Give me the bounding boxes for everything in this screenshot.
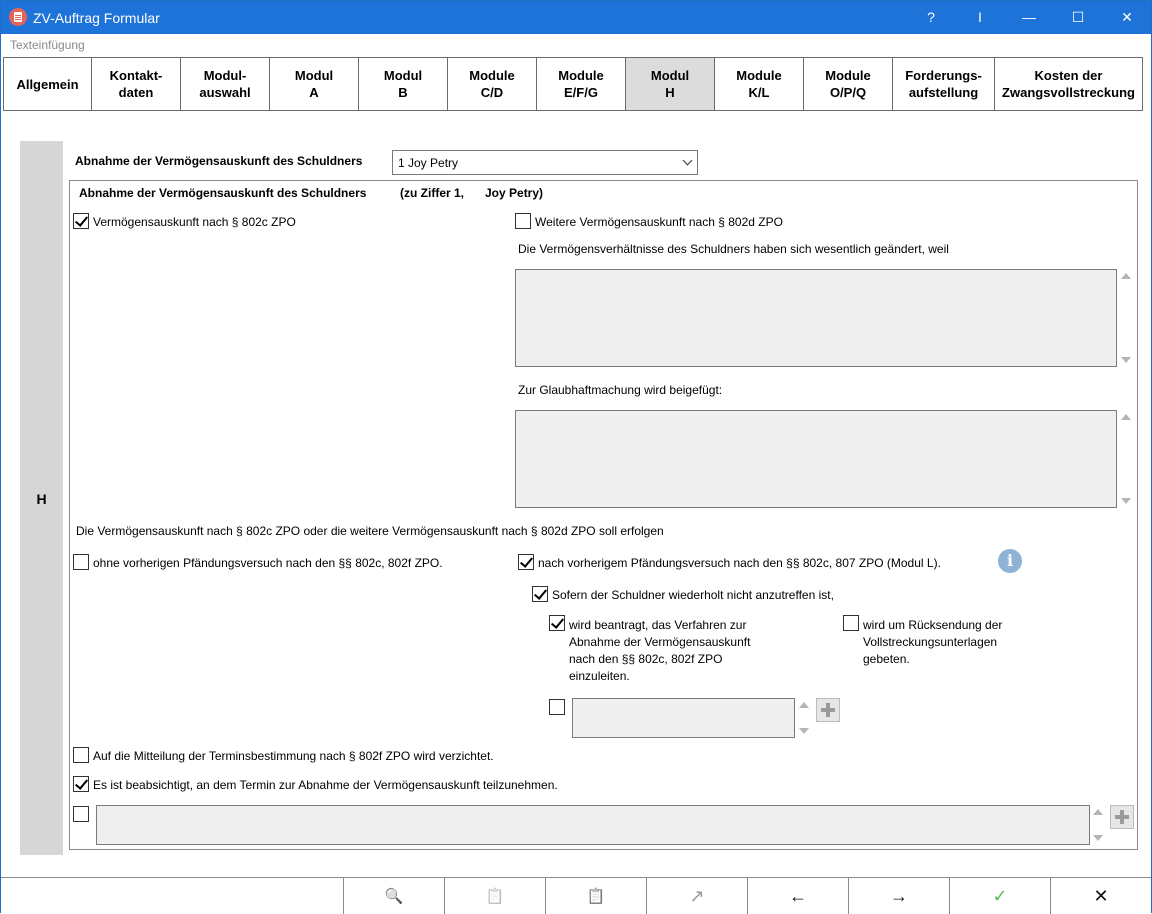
forward-button[interactable]: [848, 878, 949, 914]
scroll-down-icon[interactable]: [799, 728, 809, 734]
arrow-right-icon: →: [890, 885, 908, 906]
window-title: ZV-Auftrag Formular: [33, 10, 160, 26]
close-button[interactable]: ✕: [1121, 9, 1133, 25]
checkbox-custom-outer[interactable]: [73, 806, 89, 822]
tab-modul-b[interactable]: Modul B: [358, 57, 448, 111]
menu-text-insert[interactable]: Texteinfügung: [10, 38, 85, 52]
module-tabs: [3, 57, 1143, 111]
help-button[interactable]: ?: [927, 9, 935, 25]
scrollbar-custom-inner[interactable]: [797, 698, 811, 738]
tab-module-opq[interactable]: Module O/P/Q: [803, 57, 893, 111]
tab-allgemein[interactable]: Allgemein: [3, 57, 92, 111]
arrow-left-icon: ←: [789, 885, 807, 906]
paste-button[interactable]: [444, 878, 545, 914]
checkbox-nach-pfaendungsversuch[interactable]: [518, 554, 534, 570]
check-icon: ✓: [992, 885, 1008, 906]
checkbox-ohne-pfaendungsversuch[interactable]: [73, 554, 89, 570]
label-erfolgen: Die Vermögensauskunft nach § 802c ZPO oder die weitere Vermögensauskunft nach § 802d ZPO soll erfolgen: [76, 524, 664, 538]
scroll-down-icon[interactable]: [1093, 835, 1103, 841]
text-cursor-icon: I: [978, 9, 982, 25]
maximize-button[interactable]: ☐: [1071, 9, 1085, 25]
textarea-custom-outer[interactable]: [96, 805, 1090, 845]
chevron-down-icon: [683, 156, 693, 166]
debtor-select[interactable]: [392, 150, 698, 175]
section-side-tag: [20, 141, 63, 855]
label-sofern-nicht-anzutreffen: Sofern der Schuldner wiederholt nicht anzutreffen ist,: [552, 588, 834, 602]
debtor-select-label: Abnahme der Vermögensauskunft des Schuldners: [75, 154, 363, 168]
tab-kosten-zwangsvollstreckung[interactable]: Kosten der Zwangsvollstreckung: [994, 57, 1143, 111]
ok-button[interactable]: [949, 878, 1050, 914]
tab-modul-a[interactable]: Modul A: [269, 57, 359, 111]
scroll-down-icon[interactable]: [1121, 357, 1131, 363]
label-nach-pfaendungsversuch: nach vorherigem Pfändungsversuch nach den §§ 802c, 807 ZPO (Modul L).: [538, 556, 941, 570]
checkbox-ruecksendung[interactable]: [843, 615, 859, 631]
title-bar: [1, 1, 1151, 34]
textarea-verhaeltnisse-geaendert[interactable]: [515, 269, 1117, 367]
label-vermoegensauskunft: Vermögensauskunft nach § 802c ZPO: [93, 215, 296, 229]
close-icon: ✕: [1093, 885, 1109, 906]
group-title: Abnahme der Vermögensauskunft des Schuldners: [79, 186, 367, 200]
tab-kontaktdaten[interactable]: Kontakt- daten: [91, 57, 181, 111]
label-verhaeltnisse-geaendert: Die Vermögensverhältnisse des Schuldners haben sich wesentlich geändert, weil: [518, 242, 949, 256]
checkbox-weitere-vermoegensauskunft[interactable]: [515, 213, 531, 229]
scroll-up-icon[interactable]: [799, 702, 809, 708]
cancel-button[interactable]: [1050, 878, 1151, 914]
scroll-down-icon[interactable]: [1121, 498, 1131, 504]
scroll-up-icon[interactable]: [1121, 414, 1131, 420]
section-letter: H: [36, 491, 47, 507]
checkbox-vermoegensauskunft[interactable]: [73, 213, 89, 229]
debtor-select-value: 1 Joy Petry: [398, 156, 459, 170]
checkbox-termin-teilnehmen[interactable]: [73, 776, 89, 792]
add-text-inner-button[interactable]: [816, 698, 840, 722]
scrollbar-custom-outer[interactable]: [1091, 805, 1105, 845]
label-glaubhaftmachung: Zur Glaubhaftmachung wird beigefügt:: [518, 383, 723, 397]
textarea-glaubhaftmachung[interactable]: [515, 410, 1117, 508]
label-ruecksendung: wird um Rücksendung der Vollstreckungsunterlagen gebeten.: [863, 618, 1003, 666]
checkbox-sofern-nicht-anzutreffen[interactable]: [532, 586, 548, 602]
back-button[interactable]: [747, 878, 848, 914]
footer-toolbar: [1, 877, 1151, 913]
group-ref-name: Joy Petry): [485, 186, 544, 200]
copy-button[interactable]: [545, 878, 646, 914]
tab-modul-h[interactable]: Modul H: [625, 57, 715, 111]
scroll-up-icon[interactable]: [1121, 273, 1131, 279]
label-ohne-pfaendungsversuch: ohne vorherigen Pfändungsversuch nach den §§ 802c, 802f ZPO.: [93, 556, 443, 570]
label-terminsbestimmung-verzicht: Auf die Mitteilung der Terminsbestimmung nach § 802f ZPO wird verzichtet.: [93, 749, 494, 763]
search-button[interactable]: [343, 878, 444, 914]
app-document-icon: [9, 8, 27, 26]
scroll-up-icon[interactable]: [1093, 809, 1103, 815]
clipboard-icon: 📋: [586, 888, 606, 905]
info-icon[interactable]: i: [998, 549, 1022, 573]
label-weitere-vermoegensauskunft: Weitere Vermögensauskunft nach § 802d ZPO: [535, 215, 783, 229]
tab-forderungsaufstellung[interactable]: Forderungs- aufstellung: [892, 57, 995, 111]
checkbox-custom-inner[interactable]: [549, 699, 565, 715]
scrollbar-glaubhaftmachung[interactable]: [1119, 410, 1133, 508]
textarea-custom-inner[interactable]: [572, 698, 795, 738]
checkbox-verfahren-einleiten[interactable]: [549, 615, 565, 631]
tab-module-efg[interactable]: Module E/F/G: [536, 57, 626, 111]
search-icon: 🔍: [384, 888, 404, 905]
label-termin-teilnehmen: Es ist beabsichtigt, an dem Termin zur Abnahme der Vermögensauskunft teilzunehmen.: [93, 778, 558, 792]
tab-module-cd[interactable]: Module C/D: [447, 57, 537, 111]
group-ref-prefix: (zu Ziffer 1,: [400, 186, 465, 200]
scrollbar-verhaeltnisse[interactable]: [1119, 269, 1133, 367]
minimize-button[interactable]: —: [1022, 9, 1036, 25]
export-icon: ↗: [689, 885, 705, 906]
tab-modulauswahl[interactable]: Modul- auswahl: [180, 57, 270, 111]
add-text-outer-button[interactable]: [1110, 805, 1134, 829]
export-button[interactable]: [646, 878, 747, 914]
paste-icon: 📋: [485, 888, 505, 905]
checkbox-terminsbestimmung-verzicht[interactable]: [73, 747, 89, 763]
label-verfahren-einleiten: wird beantragt, das Verfahren zur Abnahme der Vermögensauskunft nach den §§ 802c, 802f ZPO einzuleiten.: [569, 618, 751, 683]
tab-module-kl[interactable]: Module K/L: [714, 57, 804, 111]
